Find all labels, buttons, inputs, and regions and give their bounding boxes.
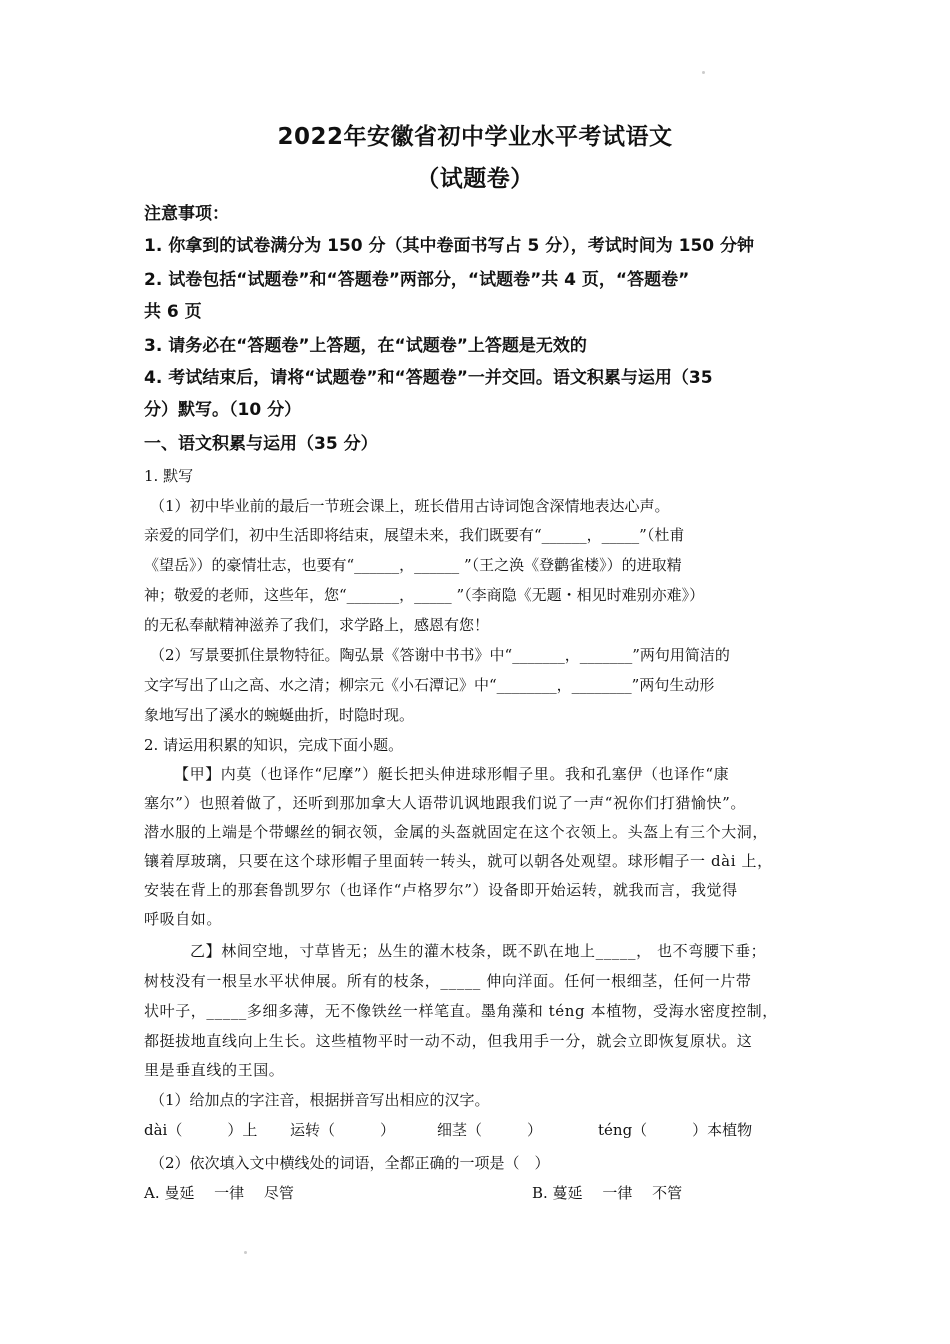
q2-sub1: （1）给加点的字注音，根据拼音写出相应的汉字。 (150, 1091, 490, 1109)
q1-part2-line2: 文字写出了山之高、水之清；柳宗元《小石潭记》中“________，________”两句生动形 (144, 676, 715, 694)
q2-sub2: （2）依次填入文中横线处的词语，全都正确的一项是（ ） (150, 1154, 550, 1172)
passage-jia-line: 呼吸自如。 (144, 910, 223, 928)
notice-heading: 注意事项： (144, 204, 229, 224)
section-heading: 一、语文积累与运用（35 分） (144, 434, 378, 454)
passage-jia-line: 镶着厚玻璃，只要在这个球形帽子里面转一转头，就可以朝各处观望。球形帽子一 dài 上， (144, 852, 773, 870)
q2-label: 2. 请运用积累的知识，完成下面小题。 (144, 736, 404, 754)
option-a[interactable]: A. 曼延 一律 尽管 (144, 1184, 294, 1202)
q1-part1-intro: （1）初中毕业前的最后一节班会课上，班长借用古诗词饱含深情地表达心声。 (150, 497, 670, 515)
passage-jia-line: 安装在背上的那套鲁凯罗尔（也译作“卢格罗尔”）设备即开始运转，就我而言，我觉得 (144, 881, 738, 899)
passage-yi-line: 都挺拔地直线向上生长。这些植物平时一动不动，但我用手一分，就会立即恢复原状。这 (144, 1032, 753, 1050)
q1-part1-line4: 的无私奉献精神滋养了我们，求学路上，感恩有您！ (144, 616, 490, 634)
passage-yi-line: 树枝没有一根呈水平状伸展。所有的枝条，_____ 伸向洋面。任何一根细茎，任何一片带 (144, 972, 752, 990)
notice-item-3: 3. 请务必在“答题卷”上答题，在“试题卷”上答题是无效的 (144, 336, 587, 356)
q1-part2-line1: （2）写景要抓住景物特征。陶弘景《答谢中书书》中“_______，_______”两句用简洁的 (150, 646, 730, 664)
notice-item-1: 1. 你拿到的试卷满分为 150 分（其中卷面书写占 5 分），考试时间为 150 分钟 (144, 236, 755, 256)
q1-part1-line3: 神；敬爱的老师，这些年，您“_______，_____ ”（李商隐《无题・相见时难别亦难》） (144, 586, 705, 604)
scan-speck (244, 1251, 247, 1254)
passage-yi-line: 里是垂直线的王国。 (144, 1061, 285, 1079)
passage-jia-line: 潜水服的上端是个带螺丝的铜衣领，金属的头盔就固定在这个衣领上。头盔上有三个大洞， (144, 823, 769, 841)
option-b[interactable]: B. 蔓延 一律 不管 (532, 1184, 683, 1202)
q1-part1-line2: 《望岳》）的豪情壮志，也要有“______，______ ”（王之涣《登鹳雀楼》）的进取精 (144, 556, 682, 574)
passage-yi-line: 乙】林间空地，寸草皆无；丛生的灌木枝条，既不趴在地上_____， 也不弯腰下垂； (190, 942, 767, 960)
passage-yi-line: 状叶子，_____多细多薄，无不像铁丝一样笔直。墨角藻和 téng 本植物，受海水密度控制， (144, 1002, 778, 1020)
q1-part2-line3: 象地写出了溪水的蜿蜒曲折，时隐时现。 (144, 706, 415, 724)
scan-speck (702, 71, 705, 74)
q1-label: 1. 默写 (144, 467, 194, 485)
pinyin-item-teng: téng（ ）本植物 (598, 1121, 753, 1139)
q1-part1-line1: 亲爱的同学们，初中生活即将结束，展望未来，我们既要有“______，_____”（杜甫 (144, 526, 685, 544)
passage-jia-line: 【甲】内莫（也译作“尼摩”）艇长把头伸进球形帽子里。我和孔塞伊（也译作“康 (174, 765, 730, 783)
pinyin-item-dai: dài（ ）上 (144, 1121, 258, 1139)
notice-item-2a: 2. 试卷包括“试题卷”和“答题卷”两部分，“试题卷”共 4 页，“答题卷” (144, 270, 690, 290)
exam-subtitle: （试题卷） (416, 166, 534, 192)
exam-title: 2022年安徽省初中学业水平考试语文 (277, 124, 673, 150)
notice-item-2b: 共 6 页 (144, 302, 202, 322)
pinyin-item-yunzhuan: 运转（ ） (290, 1121, 396, 1139)
passage-jia-line: 塞尔”）也照着做了，还听到那加拿大人语带讥讽地跟我们说了一声“祝你们打猎愉快”。 (144, 794, 747, 812)
notice-item-4b: 分）默写。（10 分） (144, 400, 302, 420)
notice-item-4a: 4. 考试结束后，请将“试题卷”和“答题卷”一并交回。语文积累与运用（35 (144, 368, 713, 388)
pinyin-item-xijing: 细茎（ ） (437, 1121, 543, 1139)
